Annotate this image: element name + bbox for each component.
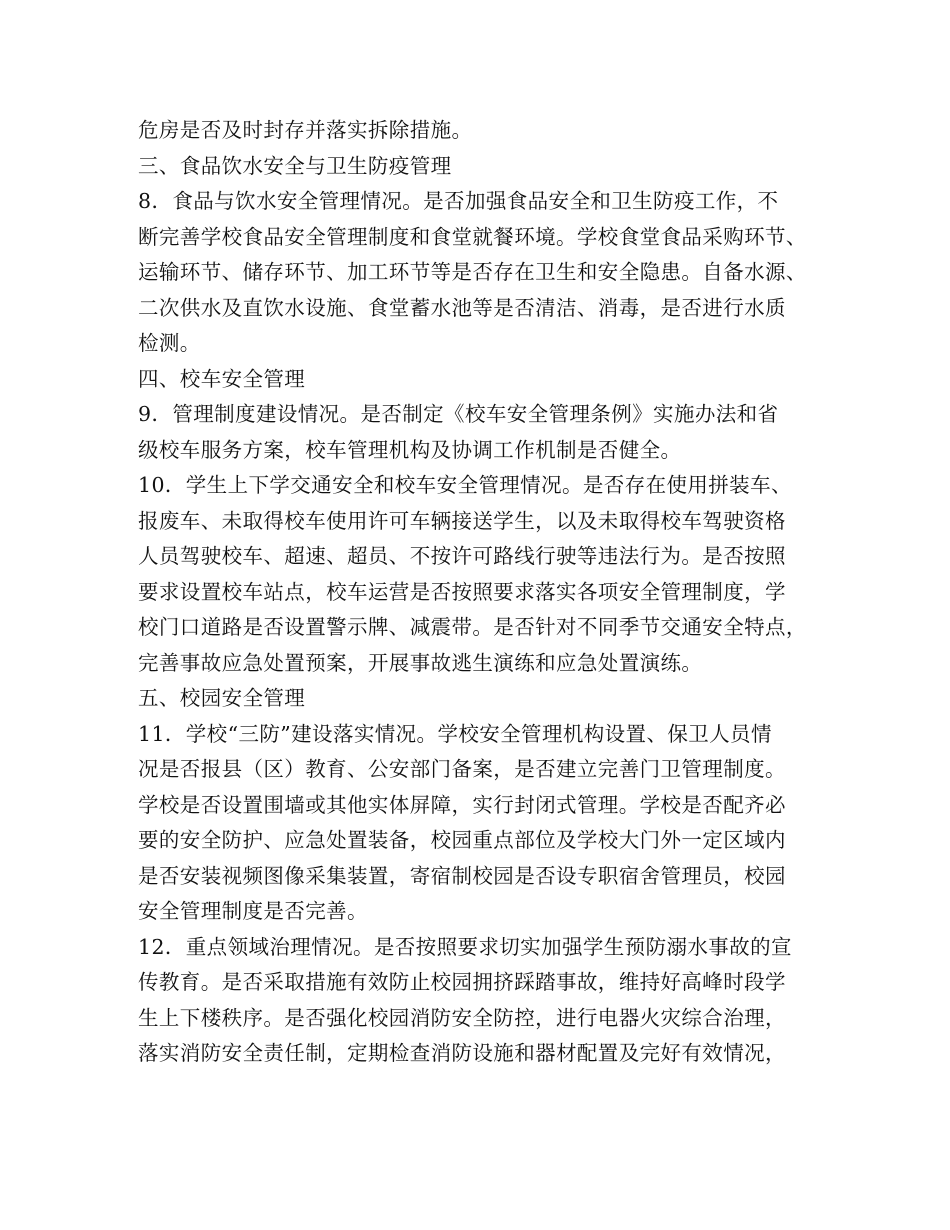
document-body [138, 113, 828, 1072]
text-line: 10．学生上下学交通安全和校车安全管理情况。是否存在使用拼装车、 [138, 473, 792, 497]
text-line: 况是否报县（区）教育、公安部门备案，是否建立完善门卫管理制度。 [138, 757, 786, 781]
text-line: 人员驾驶校车、超速、超员、不按许可路线行驶等违法行为。是否按照 [138, 544, 786, 568]
text-line: 断完善学校食品安全管理制度和食堂就餐环境。学校食堂食品采购环节、 [138, 224, 807, 249]
text-line: 运输环节、储存环节、加工环节等是否存在卫生和安全隐患。自备水源、 [138, 260, 807, 284]
text-line: 学校是否设置围墙或其他实体屏障，实行封闭式管理。学校是否配齐必 [138, 792, 786, 817]
text-line: 二次供水及直饮水设施、食堂蓄水池等是否清洁、消毒，是否进行水质 [138, 295, 786, 320]
text-line: 级校车服务方案，校车管理机构及协调工作机制是否健全。 [138, 437, 682, 462]
text-line: 危房是否及时封存并落实拆除措施。 [138, 118, 473, 142]
text-line: 是否安装视频图像采集装置，寄宿制校园是否设专职宿舍管理员，校园 [138, 863, 786, 888]
text-line: 传教育。是否采取措施有效防止校园拥挤踩踏事故，维持好高峰时段学 [138, 970, 786, 994]
text-line: 12．重点领域治理情况。是否按照要求切实加强学生预防溺水事故的宣 [138, 934, 792, 959]
text-line: 生上下楼秩序。是否强化校园消防安全防控，进行电器火灾综合治理， [138, 1005, 786, 1030]
text-line: 要求设置校车站点，校车运营是否按照要求落实各项安全管理制度，学 [138, 579, 786, 604]
text-line: 落实消防安全责任制，定期检查消防设施和器材配置及完好有效情况， [138, 1041, 786, 1065]
text-line: 报废车、未取得校车使用许可车辆接送学生，以及未取得校车驾驶资格 [138, 508, 786, 533]
section-heading: 五、校园安全管理 [138, 686, 306, 710]
text-line: 检测。 [138, 331, 201, 355]
text-line: 8．食品与饮水安全管理情况。是否加强食品安全和卫生防疫工作，不 [138, 189, 779, 213]
section-heading: 四、校车安全管理 [138, 366, 306, 391]
text-line: 要的安全防护、应急处置装备，校园重点部位及学校大门外一定区域内 [138, 828, 786, 852]
text-line: 9．管理制度建设情况。是否制定《校车安全管理条例》实施办法和省 [138, 402, 779, 426]
text-line: 完善事故应急处置预案，开展事故逃生演练和应急处置演练。 [138, 650, 703, 675]
text-line: 安全管理制度是否完善。 [138, 899, 368, 923]
section-heading: 三、食品饮水安全与卫生防疫管理 [138, 153, 452, 178]
text-line: 11．学校“三防”建设落实情况。学校安全管理机构设置、保卫人员情 [138, 721, 772, 746]
text-line: 校门口道路是否设置警示牌、减震带。是否针对不同季节交通安全特点， [138, 615, 807, 639]
